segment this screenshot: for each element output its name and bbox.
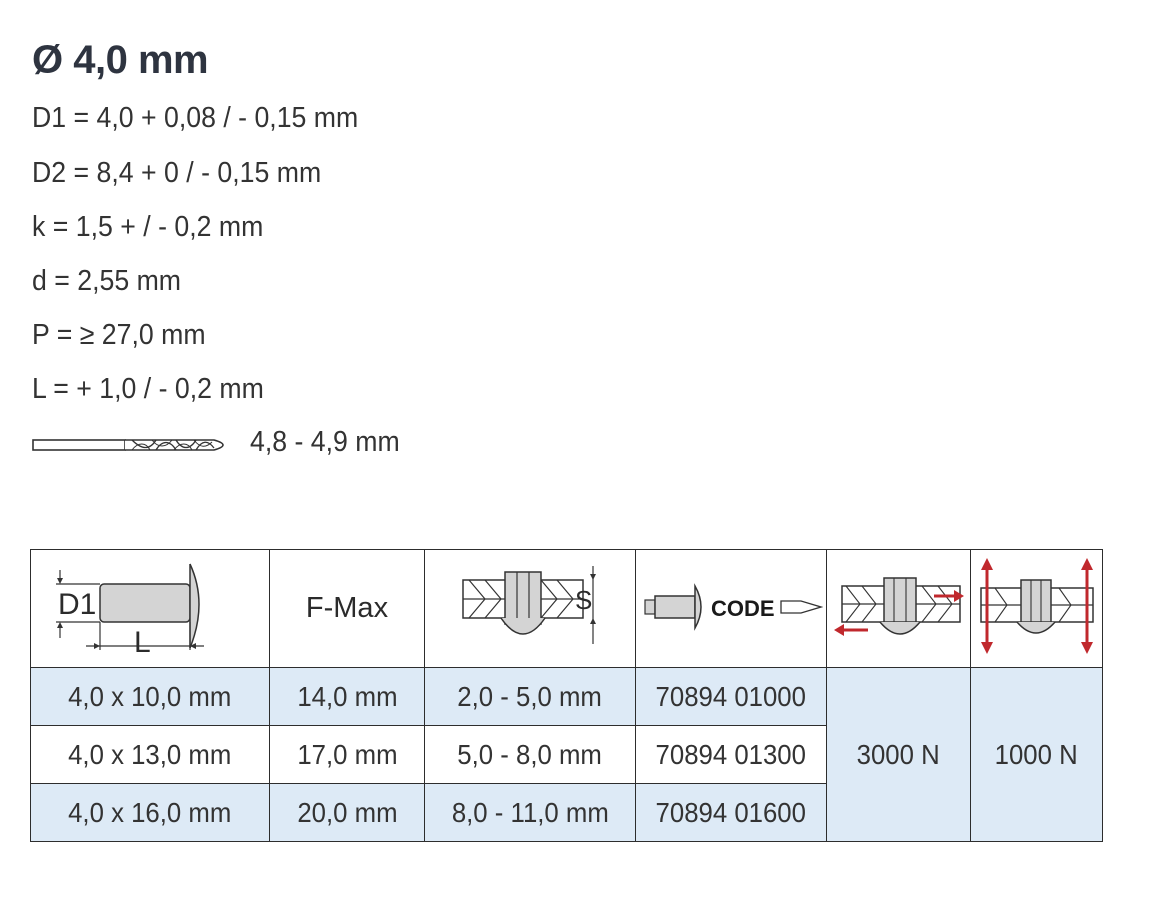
header-f-max: [270, 550, 425, 668]
cell-size: 4,0 x 10,0 mm: [31, 668, 270, 726]
rivet-code-icon: [639, 556, 823, 656]
cell-tensile-force: 1000 N: [971, 668, 1103, 842]
cell-code: 70894 01000: [636, 668, 827, 726]
rivet-dimensions-icon: [50, 556, 250, 656]
header-rivet-code: [636, 550, 827, 668]
cell-fmax: 20,0 mm: [270, 784, 425, 842]
spec-d2: D2 = 8,4 + 0 / - 0,15 mm: [32, 157, 322, 189]
label-l: L: [134, 626, 151, 656]
spec-l: L = + 1,0 / - 0,2 mm: [32, 373, 264, 405]
cell-range: 5,0 - 8,0 mm: [425, 726, 636, 784]
cell-shear-force: 3000 N: [827, 668, 971, 842]
cell-code: 70894 01300: [636, 726, 827, 784]
product-table: [30, 549, 1103, 842]
page-title: Ø 4,0 mm: [32, 38, 209, 82]
spec-p: P = ≥ 27,0 mm: [32, 319, 206, 351]
header-shear-force: [827, 550, 971, 668]
header-tensile-force: [971, 550, 1103, 668]
spec-d: d = 2,55 mm: [32, 265, 182, 297]
tensile-force-icon: [975, 556, 1099, 656]
cell-code: 70894 01600: [636, 784, 827, 842]
shear-force-icon: [834, 556, 964, 656]
cell-size: 4,0 x 13,0 mm: [31, 726, 270, 784]
spec-k: k = 1,5 + / - 0,2 mm: [32, 211, 264, 243]
table-header-row: [31, 550, 1103, 668]
cell-range: 2,0 - 5,0 mm: [425, 668, 636, 726]
clamping-range-icon: [455, 556, 605, 656]
spec-d1: D1 = 4,0 + 0,08 / - 0,15 mm: [32, 102, 359, 134]
label-s: S: [575, 585, 593, 615]
drill-bit-icon: [32, 434, 234, 456]
cell-fmax: 14,0 mm: [270, 668, 425, 726]
cell-fmax: 17,0 mm: [270, 726, 425, 784]
header-clamping-range: [425, 550, 636, 668]
drill-size-text: 4,8 - 4,9 mm: [250, 426, 400, 458]
cell-size: 4,0 x 16,0 mm: [31, 784, 270, 842]
label-d1: D1: [58, 588, 97, 621]
table-row: [31, 668, 1103, 726]
label-code: CODE: [711, 596, 775, 621]
cell-range: 8,0 - 11,0 mm: [425, 784, 636, 842]
header-f-max-label: F-Max: [305, 592, 389, 624]
header-rivet-dimensions: [31, 550, 270, 668]
